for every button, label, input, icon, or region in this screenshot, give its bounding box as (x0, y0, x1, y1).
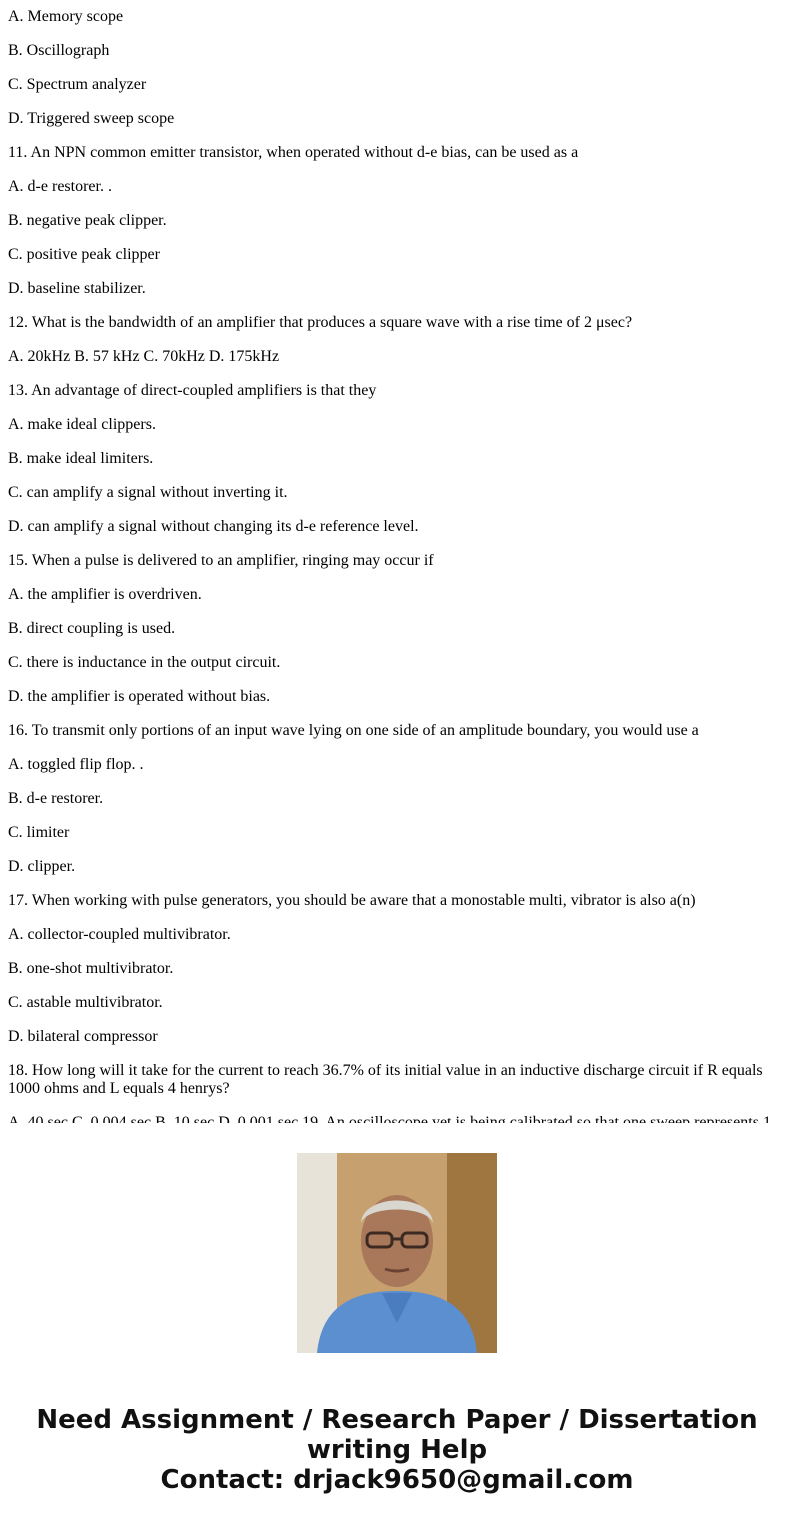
document-line: C. can amplify a signal without inverting it. (8, 484, 288, 501)
document-line: A. d-e restorer. . (8, 178, 112, 195)
document-line: 15. When a pulse is delivered to an amplifier, ringing may occur if (8, 552, 434, 569)
author-avatar (297, 1153, 497, 1353)
document-line: 16. To transmit only portions of an input wave lying on one side of an amplitude boundary, you would use a (8, 722, 699, 739)
document-line: 13. An advantage of direct-coupled amplifiers is that they (8, 382, 377, 399)
document-line: C. positive peak clipper (8, 246, 160, 263)
document-line: D. baseline stabilizer. (8, 280, 146, 297)
document-line: A. toggled flip flop. . (8, 756, 144, 773)
document-line: 12. What is the bandwidth of an amplifier that produces a square wave with a rise time of 2 μsec? (8, 314, 633, 331)
avatar-image (297, 1153, 497, 1353)
promo-banner (0, 1123, 794, 1523)
document-line: 18. How long will it take for the current to reach 36.7% of its initial value in an inductive discharge circuit if R equals 1000 ohms and L equals 4 henrys? (8, 1062, 763, 1097)
document-line: 17. When working with pulse generators, you should be aware that a monostable multi, vibrator is also a(n) (8, 892, 696, 909)
document-line: B. Oscillograph (8, 42, 110, 59)
document-line: C. astable multivibrator. (8, 994, 163, 1011)
document-line: A. 20kHz B. 57 kHz C. 70kHz D. 175kHz (8, 348, 280, 365)
document-line: D. clipper. (8, 858, 76, 875)
document-line: D. the amplifier is operated without bias. (8, 688, 271, 705)
callout-contact-email[interactable]: Contact: drjack9650@gmail.com (160, 1465, 634, 1495)
document-line: A. make ideal clippers. (8, 416, 156, 433)
document-line: D. can amplify a signal without changing its d-e reference level. (8, 518, 419, 535)
document-line: B. direct coupling is used. (8, 620, 176, 637)
contact-callout (0, 1405, 794, 1495)
callout-line-2: writing Help (306, 1435, 488, 1465)
document-line: D. bilateral compressor (8, 1028, 158, 1045)
document-line: 11. An NPN common emitter transistor, when operated without d-e bias, can be used as a (8, 144, 579, 161)
document-line: C. Spectrum analyzer (8, 76, 147, 93)
document-line: B. negative peak clipper. (8, 212, 167, 229)
document-line: A. Memory scope (8, 8, 124, 25)
document-line: C. limiter (8, 824, 70, 841)
document-line: B. d-e restorer. (8, 790, 104, 807)
document-line: B. make ideal limiters. (8, 450, 154, 467)
document-line: A. collector-coupled multivibrator. (8, 926, 231, 943)
callout-line-1: Need Assignment / Research Paper / Dissertation (36, 1405, 758, 1435)
document-line: D. Triggered sweep scope (8, 110, 175, 127)
document-line: C. there is inductance in the output circuit. (8, 654, 281, 671)
document-line: A. the amplifier is overdriven. (8, 586, 202, 603)
document-line: B. one-shot multivibrator. (8, 960, 174, 977)
